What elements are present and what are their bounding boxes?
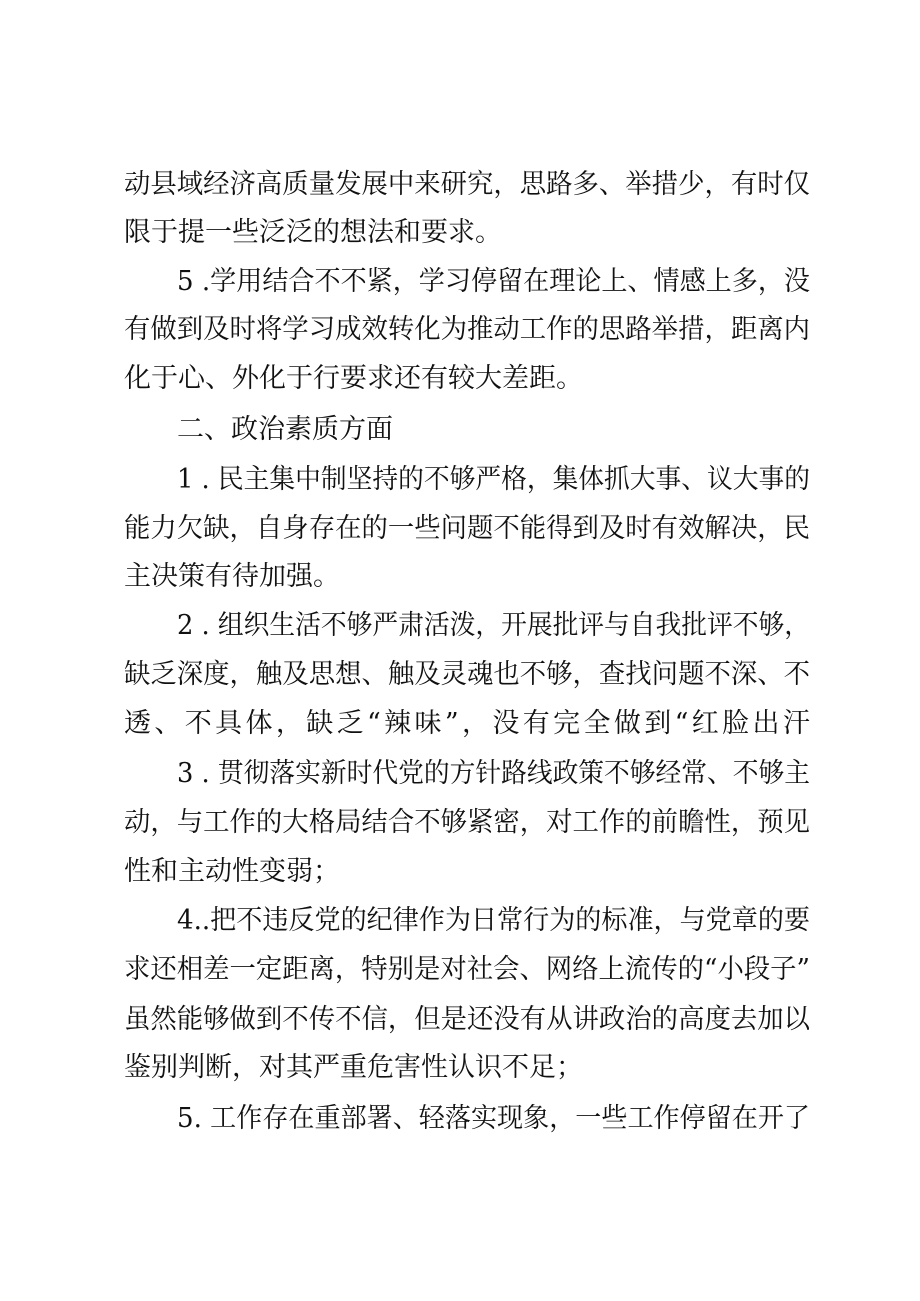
paragraph-line-9: 主决策有待加强。 (124, 561, 340, 592)
paragraph-line-10: 2 . 组织生活不够严肃活泼，开展批评与自我批评不够， (177, 610, 810, 641)
section-heading: 二、政治素质方面 (177, 414, 393, 445)
paragraph-line-13: 3 . 贯彻落实新时代党的方针路线政策不够经常、不够主 (177, 758, 810, 789)
paragraph-line-7: 1 . 民主集中制坚持的不够严格，集体抓大事、议大事的 (177, 464, 810, 495)
paragraph-line-15: 性和主动性变弱； (124, 856, 340, 887)
paragraph-line-11: 缺乏深度，触及思想、触及灵魂也不够，查找问题不深、不 (124, 659, 810, 690)
paragraph-line-1: 动县域经济高质量发展中来研究，思路多、举措少，有时仅 (124, 169, 810, 200)
paragraph-line-17: 求还相差一定距离，特别是对社会、网络上流传的“小段子” (124, 954, 811, 985)
paragraph-line-18: 虽然能够做到不传不信，但是还没有从讲政治的高度去加以 (124, 1004, 810, 1035)
paragraph-line-12: 透、不具体，缺乏“辣味”，没有完全做到“红脸出汗 (124, 708, 814, 739)
paragraph-line-5: 化于心、外化于行要求还有较大差距。 (124, 363, 583, 394)
paragraph-line-16: 4..把不违反党的纪律作为日常行为的标准，与党章的要 (177, 905, 810, 936)
paragraph-line-14: 动，与工作的大格局结合不够紧密，对工作的前瞻性，预见 (124, 807, 810, 838)
paragraph-line-4: 有做到及时将学习成效转化为推动工作的思路举措，距离内 (124, 314, 810, 345)
paragraph-line-20: 5. 工作存在重部署、轻落实现象，一些工作停留在开了 (177, 1103, 810, 1134)
paragraph-line-3: 5 .学用结合不不紧，学习停留在理论上、情感上多，没 (177, 266, 810, 297)
paragraph-line-19: 鉴别判断，对其严重危害性认识不足； (124, 1052, 583, 1083)
paragraph-line-8: 能力欠缺，自身存在的一些问题不能得到及时有效解决，民 (124, 513, 810, 544)
paragraph-line-2: 限于提一些泛泛的想法和要求。 (124, 217, 502, 248)
